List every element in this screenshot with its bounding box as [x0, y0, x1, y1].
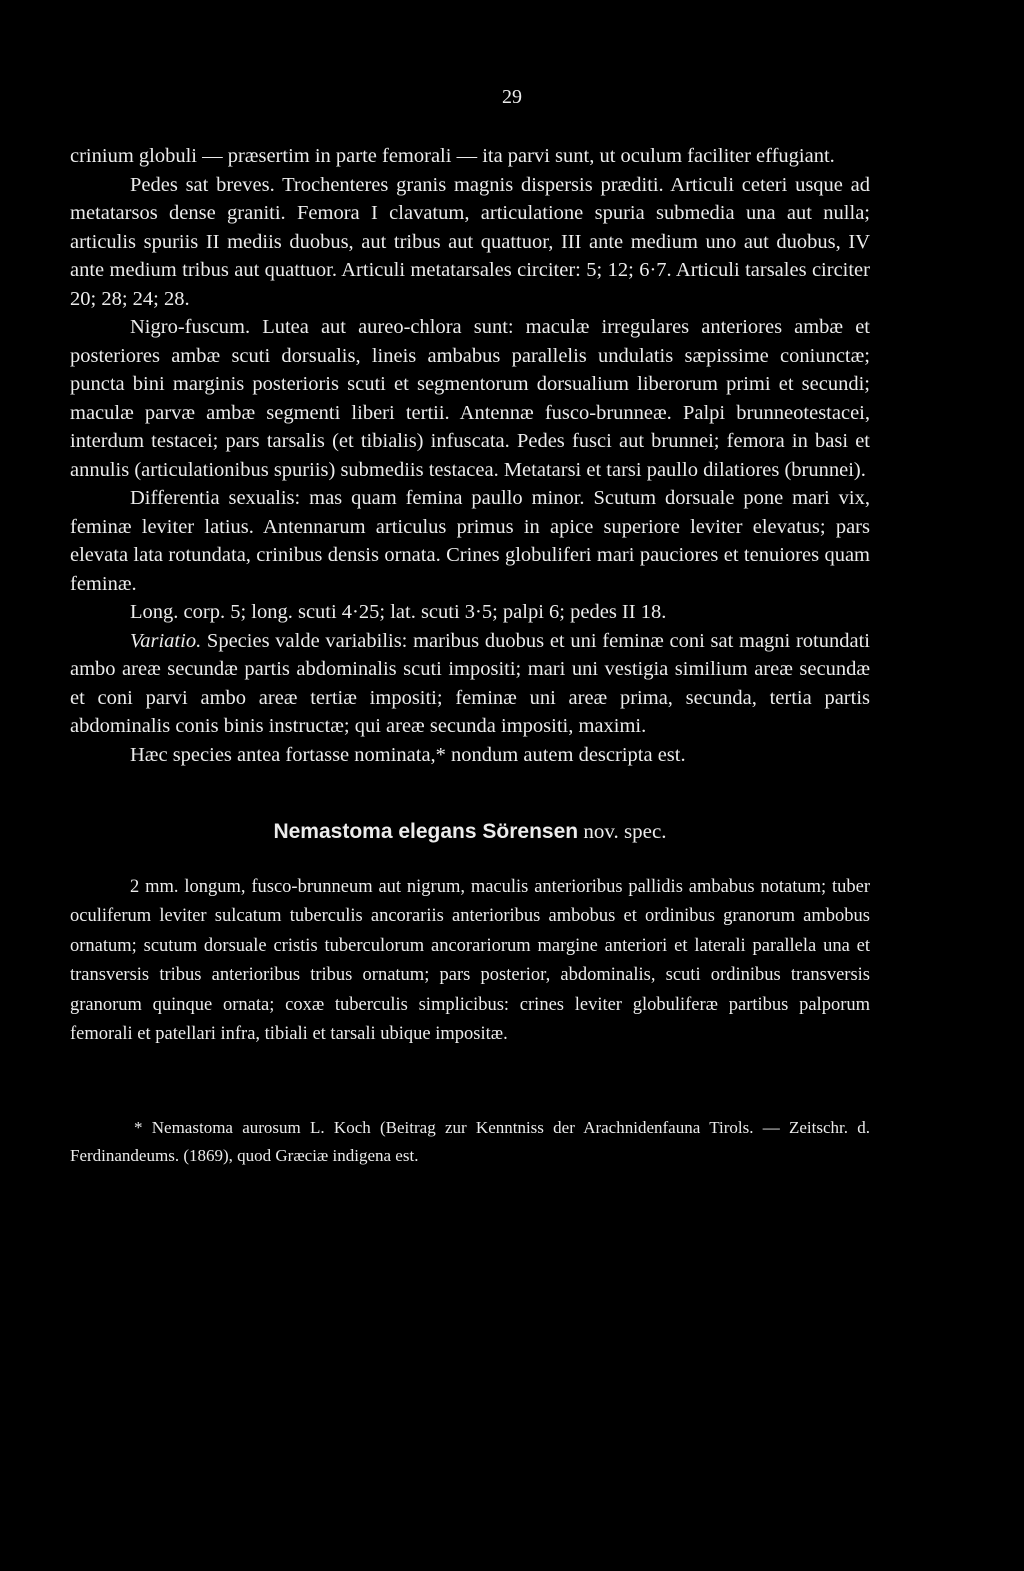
variatio-text: Species valde variabilis: maribus duobus et uni feminæ coni sat magni rotundati ambo areæ secundæ partis abdominalis scuti impositi; mari uni vestigia similium areæ secundæ et coni parvi ambo areæ tertiæ impositi; feminæ uni areæ prima, secunda, tertia partis abdominalis conis binis instructæ; qui areæ secunda impositi, maximi.: [70, 629, 870, 737]
footnote: [70, 1114, 870, 1170]
main-text: [70, 142, 870, 1170]
species-suffix: nov. spec.: [578, 819, 667, 843]
species-description: 2 mm. longum, fusco-brunneum aut nigrum, maculis anterioribus pallidis ambabus notatum; tuber oculiferum leviter sulcatum tuberculis ancorariis anterioribus ambobus et ordinibus granorum ambobus ornatum; scutum dorsuale cristis tuberculorum ancorariorum margine anteriori et laterali parallela una et transversis tribus anterioribus tribus ornatum; pars posterior, abdominalis, scuti ordinibus transversis granorum quinque ornata; coxæ tuberculis simplicibus: crines leviter globuliferæ partibus palporum femorali et patellari infra, tibiali et tarsali ubique impositæ.: [70, 876, 870, 1044]
species-name: Nemastoma elegans Sörensen: [273, 820, 579, 843]
paragraph: Differentia sexualis: mas quam femina paullo minor. Scutum dorsuale pone mari vix, feminæ leviter latius. Antennarum articulus primus in apice superiore leviter elevatus; pars elevata lata rotundata, crinibus densis ornata. Crines globuliferi mari pauciores et tenuiores quam feminæ.: [70, 487, 870, 595]
paragraph: Nigro-fuscum. Lutea aut aureo-chlora sunt: maculæ irregulares anteriores ambæ et posteriores ambæ scuti dorsualis, lineis ambabus parallelis undulatis sæpissime coniunctæ; puncta bini marginis posterioris scuti et segmentorum dorsualium liberorum primi et secundi; maculæ parvæ ambæ segmenti liberi tertii. Antennæ fusco-brunneæ. Palpi brunneotestacei, interdum testacei; pars tarsalis (et tibialis) infuscata. Pedes fusci aut brunnei; femora in basi et annulis (articulationibus spuriis) submediis testacea. Metatarsi et tarsi paullo dilatiores (brunnei).: [70, 316, 870, 481]
footnote-text: * Nemastoma aurosum L. Koch (Beitrag zur Kenntniss der Arachnidenfauna Tirols. — Zeitschr. d. Ferdinandeums. (1869), quod Græciæ indigena est.: [70, 1117, 870, 1165]
closing-sentence: Hæc species antea fortasse nominata,* nondum autem descripta est.: [130, 743, 686, 766]
page-number: 29: [502, 86, 522, 108]
species-heading: [70, 817, 870, 847]
paragraph: crinium globuli — præsertim in parte femorali — ita parvi sunt, ut oculum faciliter effugiant.: [70, 145, 835, 167]
paragraph: Pedes sat breves. Trochenteres granis magnis dispersis præditi. Articuli ceteri usque ad metatarsos dense graniti. Femora I clavatum, articulatione spuria submedia una aut nulla; articulis spuriis II mediis duobus, aut tribus aut quattuor, III ante medium uno aut duobus, IV ante medium tribus aut quattuor. Articuli metatarsales circiter: 5; 12; 6·7. Articuli tarsales circiter 20; 28; 24; 28.: [70, 173, 870, 310]
variatio-paragraph: [70, 627, 870, 741]
paragraph: Long. corp. 5; long. scuti 4·25; lat. scuti 3·5; palpi 6; pedes II 18.: [130, 601, 667, 623]
variatio-label: Variatio.: [130, 629, 202, 652]
